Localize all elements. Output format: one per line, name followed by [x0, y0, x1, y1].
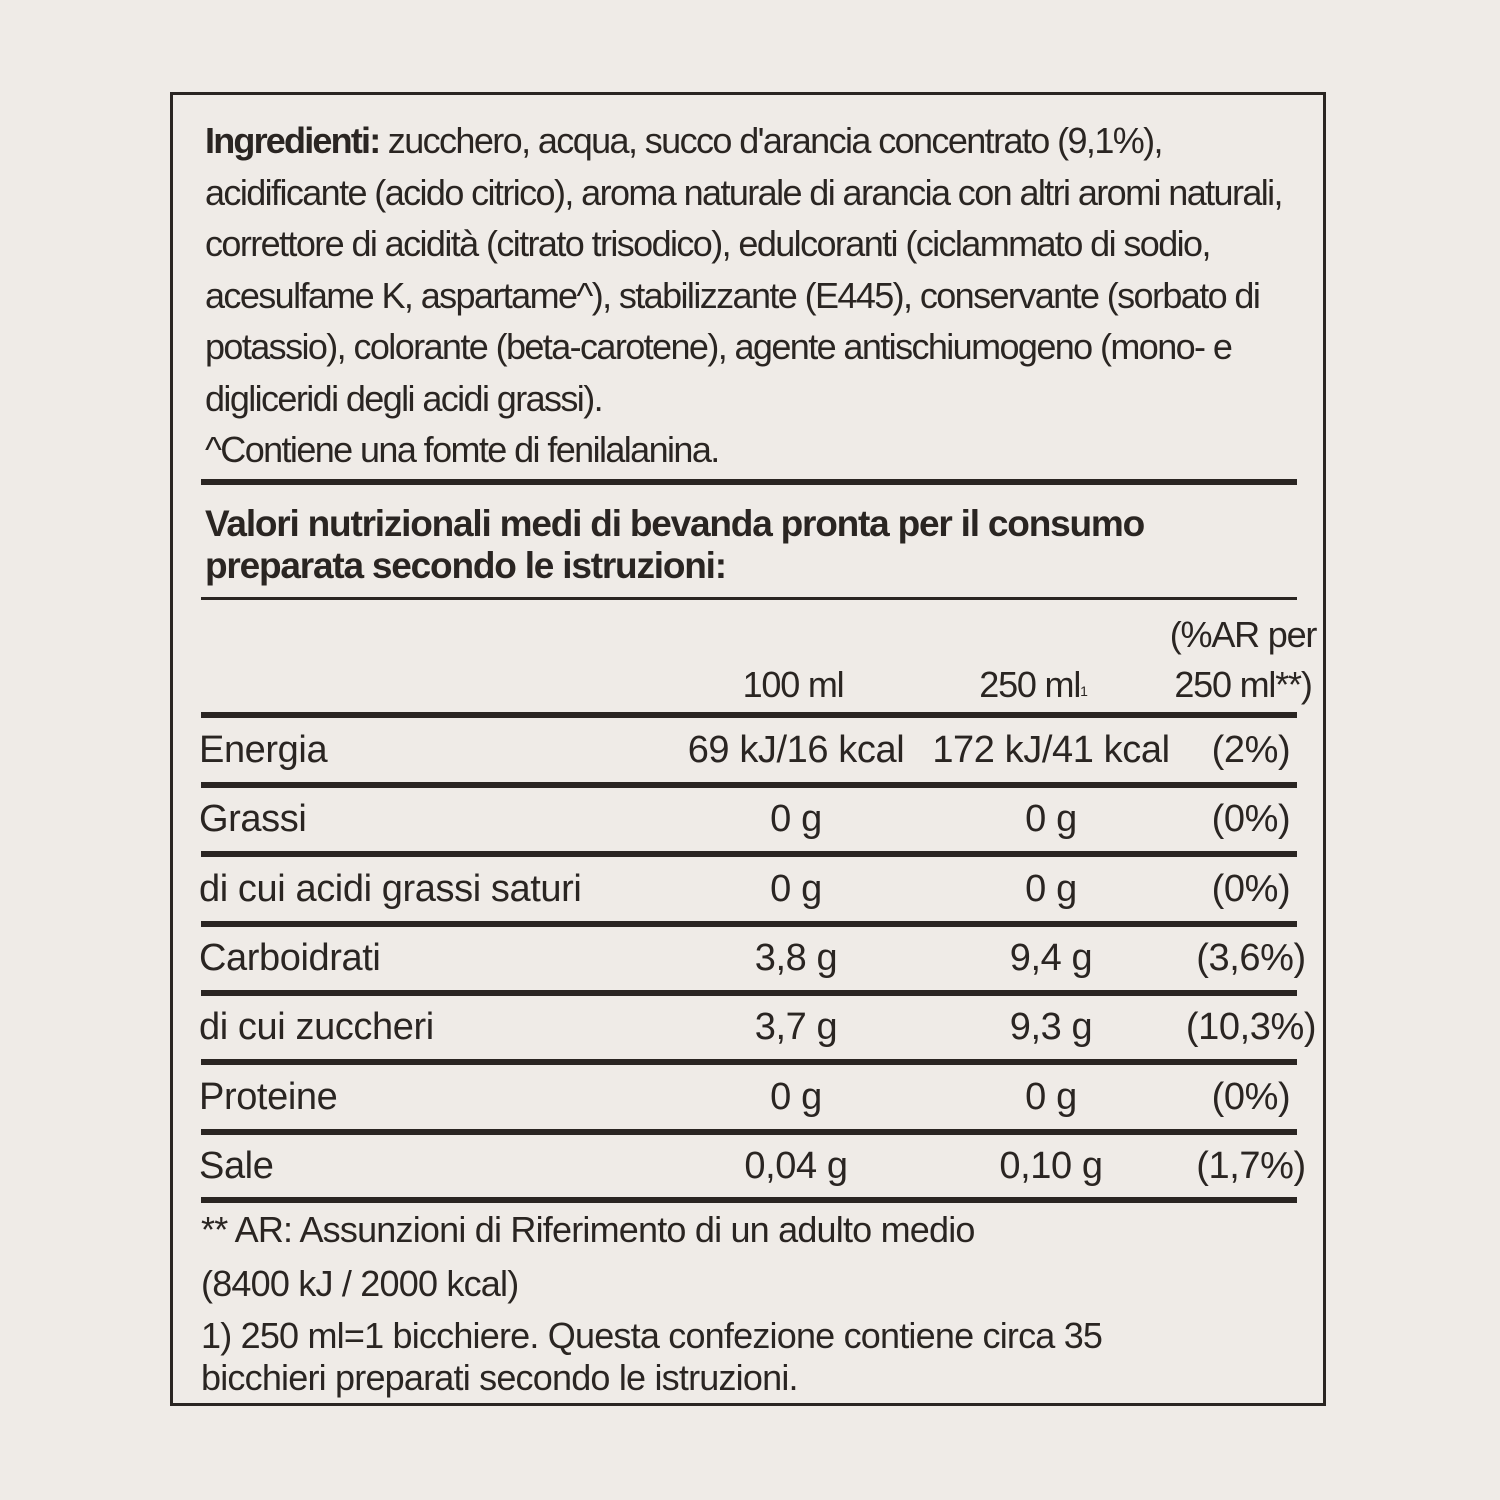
- nutrient-name: Energia: [199, 729, 328, 771]
- value-ar: (10,3%): [1185, 1006, 1317, 1049]
- value-ar: (1,7%): [1196, 1144, 1306, 1187]
- nutrient-name: Grassi: [199, 798, 307, 841]
- value-ar: (2%): [1211, 729, 1291, 771]
- value-100ml: 0,04 g: [744, 1144, 848, 1187]
- value-250ml: 0,10 g: [999, 1144, 1103, 1187]
- footnote-ar-line2: (8400 kJ / 2000 kcal): [201, 1263, 519, 1304]
- value-100ml: 3,8 g: [754, 936, 838, 979]
- column-header-ar: [1158, 610, 1328, 710]
- value-100ml: 3,7 g: [754, 1006, 838, 1049]
- value-ar: (0%): [1211, 798, 1291, 841]
- ingredients-list: zucchero, acqua, succo d'arancia concentrato (9,1%), acidificante (acido citrico), aroma naturale di arancia con altri aromi naturali, correttore di acidità (citrato trisodico), edulcoranti (ciclammato di sodio, acesulfame K, aspartame^), stabilizzante (E445), conservante (sorbato di potassio), colorante (beta-carotene), agente antischiumogeno (mono- e digliceridi degli acidi grassi).: [205, 120, 1282, 419]
- footnote-glass-line1: 1) 250 ml=1 bicchiere. Questa confezione contiene circa 35: [201, 1315, 1103, 1356]
- column-header-100ml: [703, 660, 883, 710]
- table-row: [199, 993, 1317, 1061]
- column-header-250ml: [943, 660, 1123, 710]
- table-row: [201, 716, 1297, 784]
- value-250ml: 9,4 g: [1009, 936, 1093, 979]
- divider-thin: [201, 597, 1297, 600]
- value-ar: (0%): [1211, 867, 1291, 910]
- value-ar: (3,6%): [1196, 936, 1306, 979]
- table-row: [199, 924, 1306, 992]
- table-row: [201, 785, 1297, 853]
- footnote-glass: [201, 1315, 1301, 1399]
- nutrition-label: [170, 92, 1326, 1406]
- table-row: [201, 855, 1297, 923]
- column-header-ar-line2: 250 ml**): [1174, 664, 1312, 705]
- value-ar: (0%): [1211, 1075, 1291, 1118]
- value-250ml: 0 g: [1025, 1075, 1077, 1118]
- table-row: [201, 1063, 1297, 1131]
- value-100ml: 69 kJ/16 kcal: [687, 729, 905, 771]
- nutrient-name: Carboidrati: [199, 936, 381, 979]
- value-250ml: 9,3 g: [1009, 1006, 1093, 1049]
- nutrient-name: di cui zuccheri: [199, 1006, 434, 1049]
- column-header-100ml-label: 100 ml: [742, 664, 844, 705]
- divider-thick: [201, 479, 1297, 485]
- footnote-ar: [201, 1203, 1301, 1311]
- ingredients-note: ^Contiene una fomte di fenilalanina.: [205, 429, 719, 470]
- value-250ml: 172 kJ/41 kcal: [932, 729, 1170, 771]
- column-header-ar-line1: (%AR per: [1169, 614, 1317, 655]
- value-250ml: 0 g: [1025, 867, 1077, 910]
- value-250ml: 0 g: [1025, 798, 1077, 841]
- nutrient-name: di cui acidi grassi saturi: [199, 867, 582, 910]
- ingredients-title: Ingredienti:: [205, 120, 380, 161]
- column-header-250ml-footnote-mark: 1: [1080, 683, 1087, 699]
- nutrition-heading-line1: Valori nutrizionali medi di bevanda pronta per il consumo: [205, 503, 1144, 544]
- nutrition-heading-line2: preparata secondo le istruzioni:: [205, 545, 726, 586]
- nutrient-name: Sale: [199, 1144, 274, 1187]
- value-100ml: 0 g: [770, 1075, 822, 1118]
- nutrient-name: Proteine: [199, 1075, 338, 1118]
- column-header-250ml-label: 250 ml: [979, 664, 1081, 705]
- value-100ml: 0 g: [770, 798, 822, 841]
- table-row: [199, 1132, 1306, 1200]
- footnote-glass-line2: bicchieri preparati secondo le istruzioni.: [201, 1357, 798, 1398]
- value-100ml: 0 g: [770, 867, 822, 910]
- footnote-ar-line1: ** AR: Assunzioni di Riferimento di un adulto medio: [201, 1209, 975, 1250]
- ingredients-text: [205, 115, 1315, 476]
- nutrition-heading: [205, 503, 1305, 587]
